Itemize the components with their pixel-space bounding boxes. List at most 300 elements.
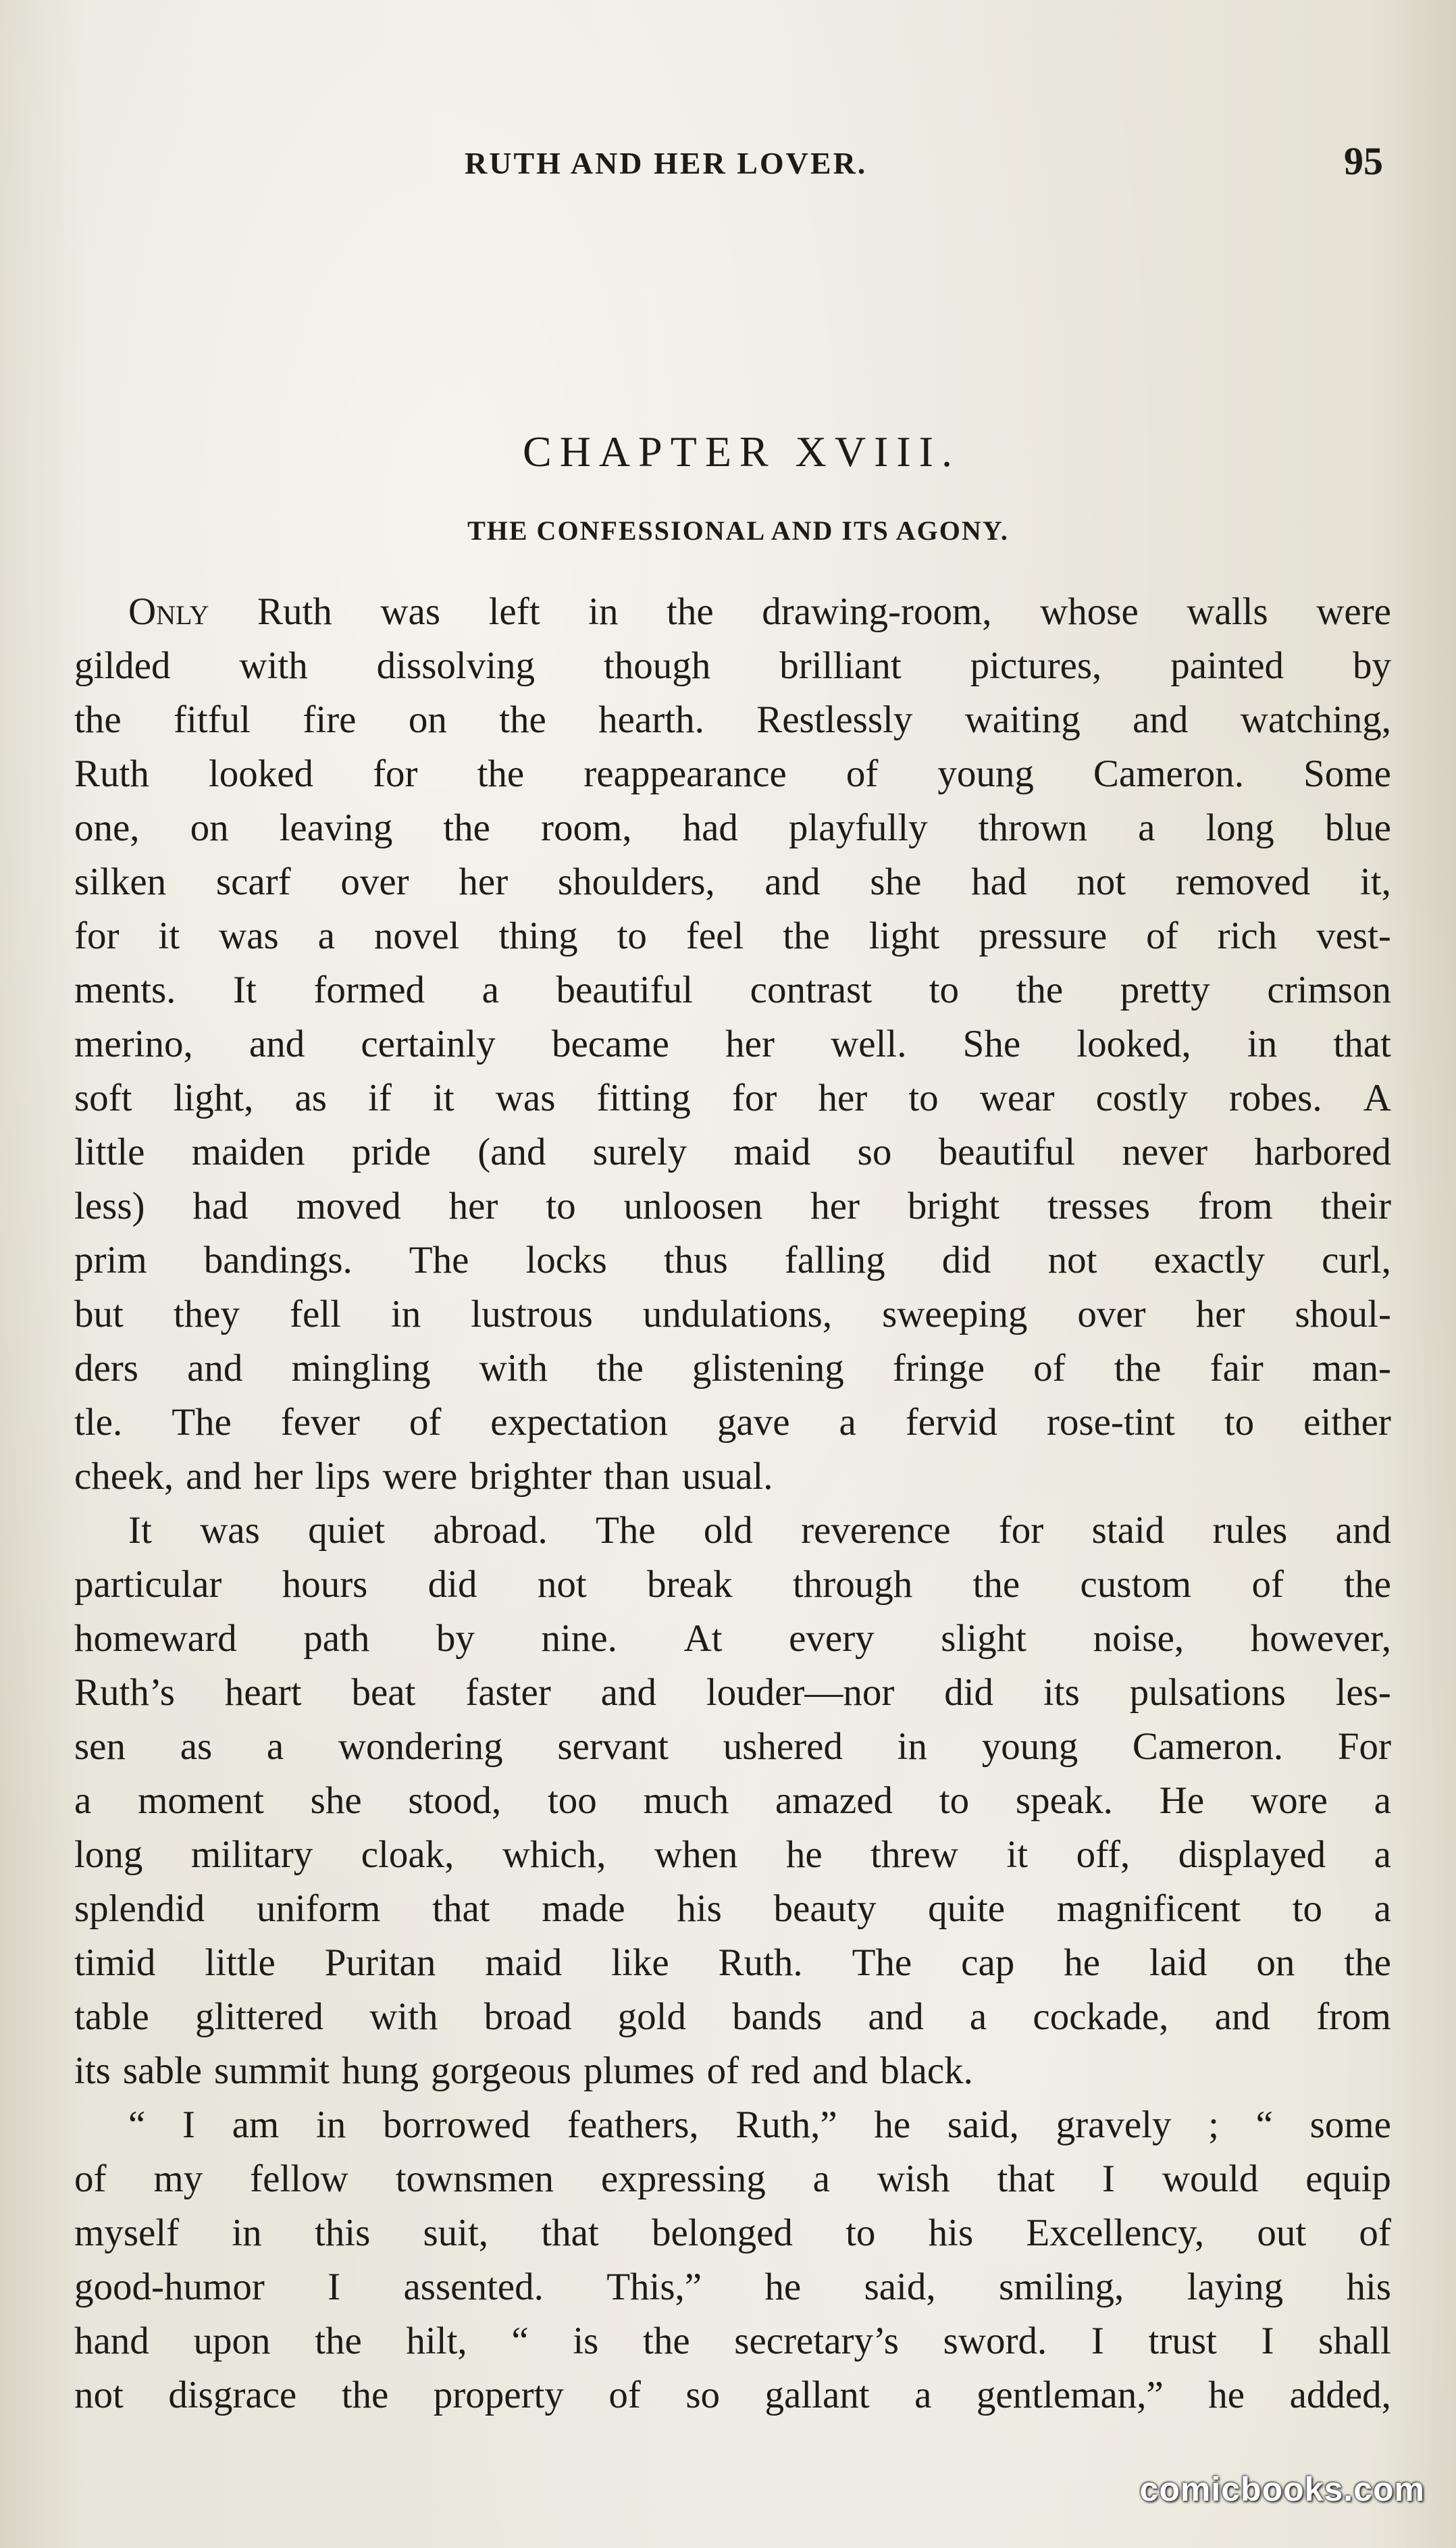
- word: not: [74, 2374, 124, 2416]
- word: not: [537, 1563, 587, 1606]
- word: shall: [1318, 2320, 1391, 2362]
- word: equip: [1305, 2158, 1391, 2200]
- word: fever: [280, 1401, 360, 1444]
- word: particular: [74, 1563, 222, 1606]
- word: said,: [864, 2266, 936, 2308]
- word: long: [1205, 807, 1274, 849]
- text-line: [74, 1828, 1391, 1882]
- word: young: [937, 753, 1034, 795]
- word: to: [546, 1185, 576, 1227]
- watermark: comicbooks.com: [1139, 2470, 1425, 2508]
- word: sweeping: [882, 1293, 1028, 1335]
- word: hearth.: [598, 698, 704, 741]
- word: room,: [540, 807, 632, 849]
- word: of: [1359, 2212, 1391, 2254]
- word: sword.: [943, 2320, 1047, 2362]
- word: Some: [1303, 753, 1391, 795]
- word: their: [1320, 1185, 1391, 1227]
- word: speak.: [1015, 1779, 1113, 1822]
- word: cockade,: [1033, 1995, 1169, 2038]
- word: in: [1247, 1023, 1278, 1065]
- word: exactly: [1153, 1239, 1266, 1281]
- text-line: [74, 1396, 1391, 1450]
- word: undulations,: [642, 1293, 833, 1335]
- word: she: [310, 1779, 362, 1822]
- word: quiet: [308, 1509, 386, 1552]
- word: hand: [74, 2320, 149, 2362]
- word: feathers,: [567, 2104, 699, 2146]
- word: a: [969, 1995, 987, 2038]
- word: not: [1047, 1239, 1097, 1281]
- word: little: [74, 1131, 145, 1173]
- word: maiden: [191, 1131, 305, 1173]
- word: tle.: [74, 1401, 123, 1444]
- word: pictures,: [970, 644, 1102, 687]
- word: He: [1159, 1779, 1205, 1822]
- word: sen: [74, 1725, 126, 1768]
- word: Ruth: [257, 590, 332, 633]
- word: fringe: [892, 1347, 985, 1390]
- word: leaving: [279, 807, 393, 849]
- word: painted: [1170, 644, 1284, 687]
- word: was: [495, 1077, 556, 1119]
- word: they: [173, 1293, 240, 1335]
- word: playfully: [788, 807, 928, 849]
- word: contrast: [750, 969, 873, 1011]
- word: and: [812, 2049, 868, 2092]
- word: secretary’s: [734, 2320, 899, 2362]
- word: gave: [717, 1401, 790, 1444]
- word: costly: [1095, 1077, 1188, 1119]
- word: path: [303, 1617, 370, 1660]
- word: red: [751, 2049, 800, 2092]
- word: less): [74, 1185, 145, 1227]
- word: young: [981, 1725, 1078, 1768]
- word: gentleman,”: [976, 2374, 1164, 2416]
- word: bands: [732, 1995, 823, 2038]
- word: to: [617, 915, 647, 957]
- text-line: [74, 855, 1391, 909]
- word: timid: [74, 1941, 156, 1984]
- text-line: [74, 693, 1391, 747]
- word: rules: [1212, 1509, 1288, 1552]
- word: old: [703, 1509, 753, 1552]
- word: pride: [351, 1131, 431, 1173]
- word: novel: [373, 915, 460, 957]
- word: that: [997, 2158, 1055, 2200]
- word: became: [551, 1023, 669, 1065]
- word: servant: [557, 1725, 669, 1768]
- word: this: [314, 2212, 371, 2254]
- word: surely: [592, 1131, 687, 1173]
- word: maid: [733, 1131, 811, 1173]
- word: I: [1091, 2320, 1104, 2362]
- word: the: [315, 2320, 362, 2362]
- word: the: [643, 2320, 690, 2362]
- word: with: [479, 1347, 548, 1390]
- word: wear: [979, 1077, 1055, 1119]
- word: one,: [74, 807, 140, 849]
- word: Only: [128, 590, 209, 633]
- word: “: [1255, 2104, 1273, 2146]
- word: silken: [74, 861, 167, 903]
- word: reappearance: [583, 753, 787, 795]
- word: her: [725, 1023, 775, 1065]
- word: in: [588, 590, 619, 633]
- text-line: [74, 1017, 1391, 1071]
- word: to: [939, 1779, 970, 1822]
- word: The: [596, 1509, 656, 1552]
- word: beautiful: [556, 969, 694, 1011]
- word: wish: [877, 2158, 950, 2200]
- word: pressure: [979, 915, 1108, 957]
- text-line: [74, 1125, 1391, 1179]
- text-line: [74, 1936, 1391, 1990]
- word: I: [1261, 2320, 1274, 2362]
- word: looked: [208, 753, 314, 795]
- text-line: [74, 2098, 1391, 2152]
- word: for: [731, 1077, 777, 1119]
- word: to: [846, 2212, 876, 2254]
- word: shoulders,: [557, 861, 715, 903]
- word: louder—nor: [706, 1671, 895, 1714]
- word: were: [382, 1455, 458, 1498]
- word: to: [1292, 1887, 1322, 1930]
- word: slight: [941, 1617, 1026, 1660]
- word: brilliant: [779, 644, 902, 687]
- word: in: [897, 1725, 927, 1768]
- word: glistening: [692, 1347, 844, 1390]
- word: reverence: [801, 1509, 951, 1552]
- word: myself: [74, 2212, 180, 2254]
- word: moved: [296, 1185, 401, 1227]
- word: For: [1337, 1725, 1391, 1768]
- word: some: [1309, 2104, 1391, 2146]
- word: and: [186, 1455, 242, 1498]
- word: a: [74, 1779, 92, 1822]
- word: walls: [1187, 590, 1268, 633]
- text-line: [74, 1342, 1391, 1396]
- word: hours: [282, 1563, 368, 1606]
- word: than: [603, 1455, 670, 1498]
- word: and: [600, 1671, 656, 1714]
- text-line: [74, 2152, 1391, 2206]
- word: in: [315, 2104, 346, 2146]
- text-line: [74, 1288, 1391, 1342]
- word: that: [432, 1887, 490, 1930]
- word: crimson: [1267, 969, 1391, 1011]
- word: and: [249, 1023, 305, 1065]
- word: ments.: [74, 969, 176, 1011]
- word: the: [783, 915, 830, 957]
- word: for: [998, 1509, 1044, 1552]
- word: when: [654, 1833, 738, 1876]
- word: by: [1352, 644, 1391, 687]
- text-line: [74, 909, 1391, 963]
- word: soft: [74, 1077, 132, 1119]
- word: assented.: [403, 2266, 544, 2308]
- word: bandings.: [203, 1239, 353, 1281]
- word: though: [603, 644, 711, 687]
- word: fell: [289, 1293, 341, 1335]
- word: either: [1303, 1401, 1391, 1444]
- word: is: [573, 2320, 599, 2362]
- word: fitful: [174, 698, 251, 741]
- word: good-humor: [74, 2266, 265, 2308]
- word: beautiful: [938, 1131, 1076, 1173]
- word: was: [200, 1509, 260, 1552]
- word: if: [368, 1077, 392, 1119]
- word: out: [1257, 2212, 1307, 2254]
- word: Ruth.: [718, 1941, 803, 1984]
- word: Ruth,”: [735, 2104, 837, 2146]
- word: Restlessly: [756, 698, 913, 741]
- word: of: [1251, 1563, 1284, 1606]
- word: gorgeous: [431, 2049, 571, 2092]
- word: the: [1016, 969, 1064, 1011]
- word: off,: [1076, 1833, 1130, 1876]
- word: expectation: [490, 1401, 668, 1444]
- word: The: [172, 1401, 232, 1444]
- word: wondering: [338, 1725, 503, 1768]
- word: falling: [784, 1239, 885, 1281]
- word: the: [477, 753, 525, 795]
- word: les-: [1335, 1671, 1391, 1714]
- word: laid: [1149, 1941, 1207, 1984]
- word: with: [369, 1995, 438, 2038]
- word: her: [253, 1455, 303, 1498]
- word: by: [436, 1617, 475, 1660]
- word: property: [433, 2374, 564, 2416]
- text-line: [74, 1666, 1391, 1720]
- word: much: [643, 1779, 729, 1822]
- word: my: [153, 2158, 203, 2200]
- word: I: [182, 2104, 195, 2146]
- word: brighter: [469, 1455, 592, 1498]
- word: It: [128, 1509, 152, 1552]
- word: his: [677, 1887, 722, 1930]
- word: am: [232, 2104, 280, 2146]
- word: he: [1064, 1941, 1100, 1984]
- word: robes.: [1228, 1077, 1322, 1119]
- word: a: [266, 1725, 284, 1768]
- word: cap: [961, 1941, 1015, 1984]
- word: pretty: [1120, 969, 1210, 1011]
- word: fervid: [905, 1401, 997, 1444]
- word: table: [74, 1995, 149, 2038]
- word: she: [870, 861, 922, 903]
- word: smiling,: [999, 2266, 1124, 2308]
- word: the: [972, 1563, 1020, 1606]
- word: the: [499, 698, 546, 741]
- word: on: [1256, 1941, 1295, 1984]
- word: to: [929, 969, 959, 1011]
- word: long: [74, 1833, 143, 1876]
- word: like: [611, 1941, 669, 1984]
- text-line: [74, 2044, 1391, 2098]
- word: to: [908, 1077, 939, 1119]
- word: her: [810, 1185, 860, 1227]
- word: disgrace: [168, 2374, 297, 2416]
- word: a: [1374, 1833, 1391, 1876]
- word: that: [1333, 1023, 1391, 1065]
- word: in: [390, 1293, 421, 1335]
- word: it: [432, 1077, 454, 1119]
- text-line: [74, 639, 1391, 693]
- word: of: [608, 2374, 641, 2416]
- word: trust: [1148, 2320, 1217, 2362]
- word: was: [380, 590, 441, 633]
- word: his: [1346, 2266, 1391, 2308]
- word: for: [373, 753, 418, 795]
- word: a: [1374, 1779, 1391, 1822]
- word: quite: [928, 1887, 1006, 1930]
- word: he: [1208, 2374, 1245, 2416]
- word: Cameron.: [1132, 1725, 1284, 1768]
- word: gold: [617, 1995, 686, 2038]
- word: over: [1077, 1293, 1146, 1335]
- word: watching,: [1240, 698, 1391, 741]
- word: with: [239, 644, 308, 687]
- word: A: [1363, 1077, 1391, 1119]
- word: lustrous: [471, 1293, 593, 1335]
- word: hilt,: [406, 2320, 467, 2362]
- text-line: [74, 1179, 1391, 1233]
- word: stood,: [408, 1779, 502, 1822]
- word: never: [1122, 1131, 1208, 1173]
- word: “: [128, 2104, 146, 2146]
- word: cloak,: [361, 1833, 454, 1876]
- word: and: [764, 861, 821, 903]
- word: laying: [1187, 2266, 1284, 2308]
- word: harbored: [1254, 1131, 1391, 1173]
- word: The: [852, 1941, 912, 1984]
- word: so: [857, 1131, 892, 1173]
- word: heart: [224, 1671, 302, 1714]
- word: vest-: [1316, 915, 1391, 957]
- word: I: [328, 2266, 341, 2308]
- word: the: [1344, 1563, 1391, 1606]
- word: of: [1033, 1347, 1066, 1390]
- word: fellow: [250, 2158, 348, 2200]
- word: She: [962, 1023, 1021, 1065]
- word: left: [488, 590, 540, 633]
- word: so: [685, 2374, 721, 2416]
- word: was: [219, 915, 279, 957]
- word: fitting: [596, 1077, 691, 1119]
- word: a: [482, 969, 499, 1011]
- word: light,: [173, 1077, 254, 1119]
- word: curl,: [1322, 1239, 1391, 1281]
- word: it,: [1359, 861, 1391, 903]
- word: added,: [1289, 2374, 1391, 2416]
- text-line: [74, 1450, 1391, 1504]
- word: upon: [193, 2320, 271, 2362]
- word: formed: [313, 969, 425, 1011]
- word: her: [818, 1077, 868, 1119]
- text-line: [74, 1233, 1391, 1288]
- word: dissolving: [376, 644, 536, 687]
- text-line: [74, 801, 1391, 855]
- word: little: [205, 1941, 276, 1984]
- word: her: [459, 861, 509, 903]
- word: broad: [484, 1995, 572, 2038]
- word: he: [785, 1833, 823, 1876]
- word: of: [74, 2158, 107, 2200]
- word: plumes: [583, 2049, 695, 2092]
- word: usual.: [681, 1455, 773, 1498]
- text-line: [74, 1612, 1391, 1666]
- word: rich: [1217, 915, 1278, 957]
- word: unloosen: [623, 1185, 763, 1227]
- word: ;: [1208, 2104, 1219, 2146]
- word: said,: [947, 2104, 1019, 2146]
- word: scarf: [215, 861, 291, 903]
- word: mingling: [291, 1347, 431, 1390]
- text-line: [74, 1882, 1391, 1936]
- text-line: [74, 1504, 1391, 1558]
- word: every: [789, 1617, 875, 1660]
- word: and: [1214, 1995, 1270, 2038]
- word: gravely: [1056, 2104, 1172, 2146]
- word: borrowed: [382, 2104, 531, 2146]
- word: looked,: [1076, 1023, 1191, 1065]
- word: moment: [138, 1779, 264, 1822]
- page-header: [0, 132, 1456, 193]
- word: did: [427, 1563, 477, 1606]
- word: pulsations: [1129, 1671, 1286, 1714]
- text-line: [74, 2206, 1391, 2260]
- word: merino,: [74, 1023, 193, 1065]
- word: had: [682, 807, 738, 849]
- word: prim: [74, 1239, 147, 1281]
- word: were: [1316, 590, 1391, 633]
- word: of: [1146, 915, 1178, 957]
- word: gallant: [764, 2374, 870, 2416]
- word: hung: [342, 2049, 419, 2092]
- word: locks: [525, 1239, 607, 1281]
- word: black.: [880, 2049, 973, 2092]
- text-line: [74, 963, 1391, 1017]
- word: it: [1006, 1833, 1029, 1876]
- word: over: [340, 861, 409, 903]
- word: its: [1043, 1671, 1080, 1714]
- word: certainly: [361, 1023, 496, 1065]
- word: however,: [1250, 1617, 1391, 1660]
- word: from: [1197, 1185, 1273, 1227]
- text-line: [74, 1558, 1391, 1612]
- word: in: [232, 2212, 262, 2254]
- word: amazed: [775, 1779, 893, 1822]
- word: man-: [1311, 1347, 1391, 1390]
- word: light: [868, 915, 940, 957]
- word: noise,: [1093, 1617, 1185, 1660]
- word: but: [74, 1293, 124, 1335]
- word: did: [944, 1671, 994, 1714]
- word: expressing: [600, 2158, 766, 2200]
- word: as: [294, 1077, 327, 1119]
- word: (and: [477, 1131, 546, 1173]
- word: thrown: [978, 807, 1088, 849]
- word: from: [1316, 1995, 1391, 2038]
- word: It: [232, 969, 257, 1011]
- word: a: [839, 1401, 856, 1444]
- word: had: [192, 1185, 249, 1227]
- word: abroad.: [433, 1509, 548, 1552]
- word: as: [180, 1725, 213, 1768]
- text-line: [74, 1071, 1391, 1125]
- word: belonged: [651, 2212, 793, 2254]
